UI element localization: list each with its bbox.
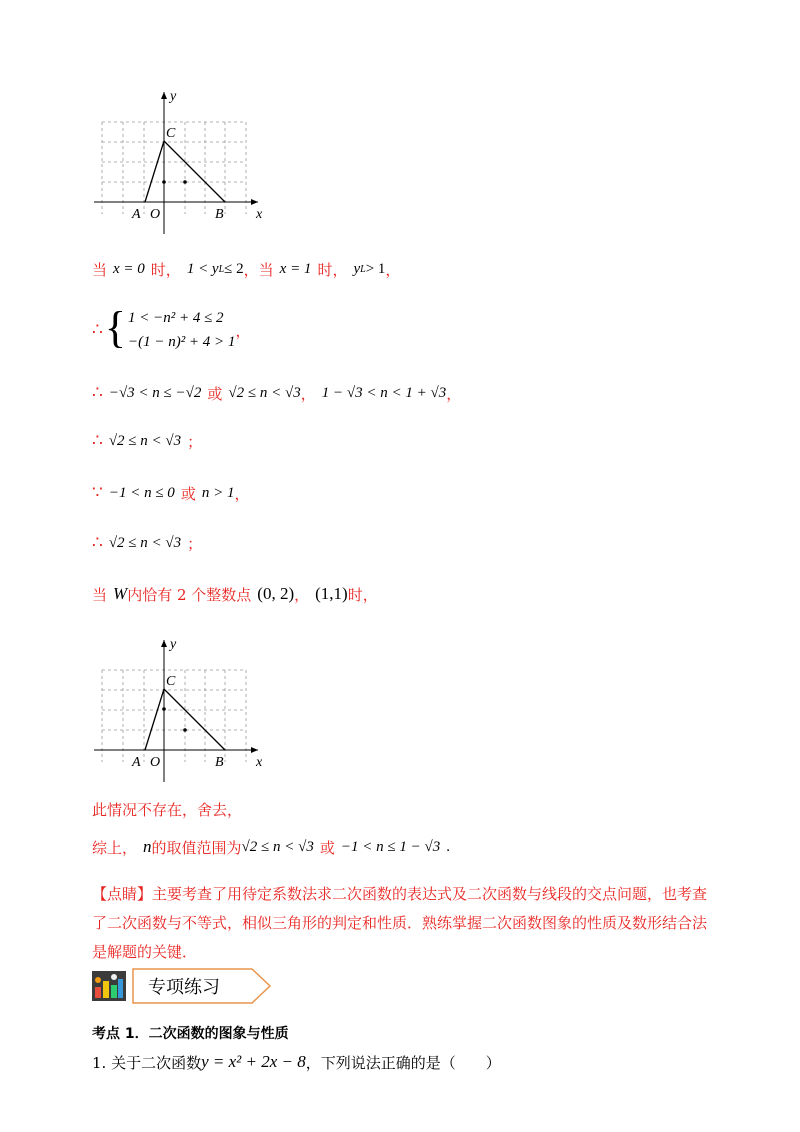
coordinate-graph-2	[88, 632, 278, 782]
comment-tag: 【点睛】	[92, 885, 153, 903]
graph2-label-x: x	[256, 755, 263, 770]
graph1-label-o: O	[150, 207, 161, 222]
condition-line-1: 当 x = 0 时， 1 < y L ≤ 2 ，当 x = 1 时， y L > 1 ，	[92, 260, 401, 279]
comment-paragraph	[92, 880, 712, 967]
graph1-label-c: C	[166, 126, 176, 141]
graph1-label-y: y	[170, 89, 177, 104]
banner-tab-shape	[132, 968, 272, 1004]
practice-banner	[92, 968, 272, 1004]
comment-text: 主要考查了用待定系数法求二次函数的表达式及二次函数与线段的交点问题，也考查了二次函数与不等式，相似三角形的判定和性质．熟练掌握二次函数图象的性质及数形结合法是解题的关键．	[92, 885, 708, 961]
solution-line-6: ∴ √2 ≤ n < √3 ；	[92, 533, 203, 553]
solution-line-4: ∴ √2 ≤ n < √3 ；	[92, 431, 203, 451]
banner-title: 专项练习	[148, 977, 220, 998]
graph2-label-a: A	[132, 755, 141, 770]
section-heading: 考点 1．二次函数的图象与性质	[92, 1026, 289, 1042]
condition-line-5: ∵ −1 < n ≤ 0 或 n > 1 ，	[92, 483, 250, 503]
case-line-7: 当 W 内恰有 2 个整数点 (0, 2) ， (1,1) 时，	[92, 584, 378, 604]
pencils-icon	[92, 971, 126, 1001]
question-1: 1. 关于二次函数 y = x² + 2x − 8 ，下列说法正确的是（ ）	[92, 1052, 501, 1072]
graph2-label-c: C	[166, 674, 176, 689]
inequality-system: ∴ { 1 < −n² + 4 ≤ 2 −(1 − n)² + 4 > 1 ，	[92, 303, 251, 352]
graph2-label-o: O	[150, 755, 161, 770]
graph1-label-a: A	[132, 207, 141, 222]
graph1-label-b: B	[215, 207, 224, 222]
coordinate-graph-1	[88, 84, 278, 234]
graph2-label-y: y	[170, 637, 177, 652]
graph2-label-b: B	[215, 755, 224, 770]
solution-line-3: ∴ −√3 < n ≤ −√2 或 √2 ≤ n < √3 ， 1 − √3 < n < 1 + √3 ，	[92, 383, 462, 403]
conclusion-line: 综上， n 的取值范围为 √2 ≤ n < √3 或 −1 < n ≤ 1 − √3 .	[92, 837, 450, 857]
graph1-label-x: x	[256, 207, 263, 222]
case-result-line: 此情况不存在，舍去，	[92, 800, 243, 819]
